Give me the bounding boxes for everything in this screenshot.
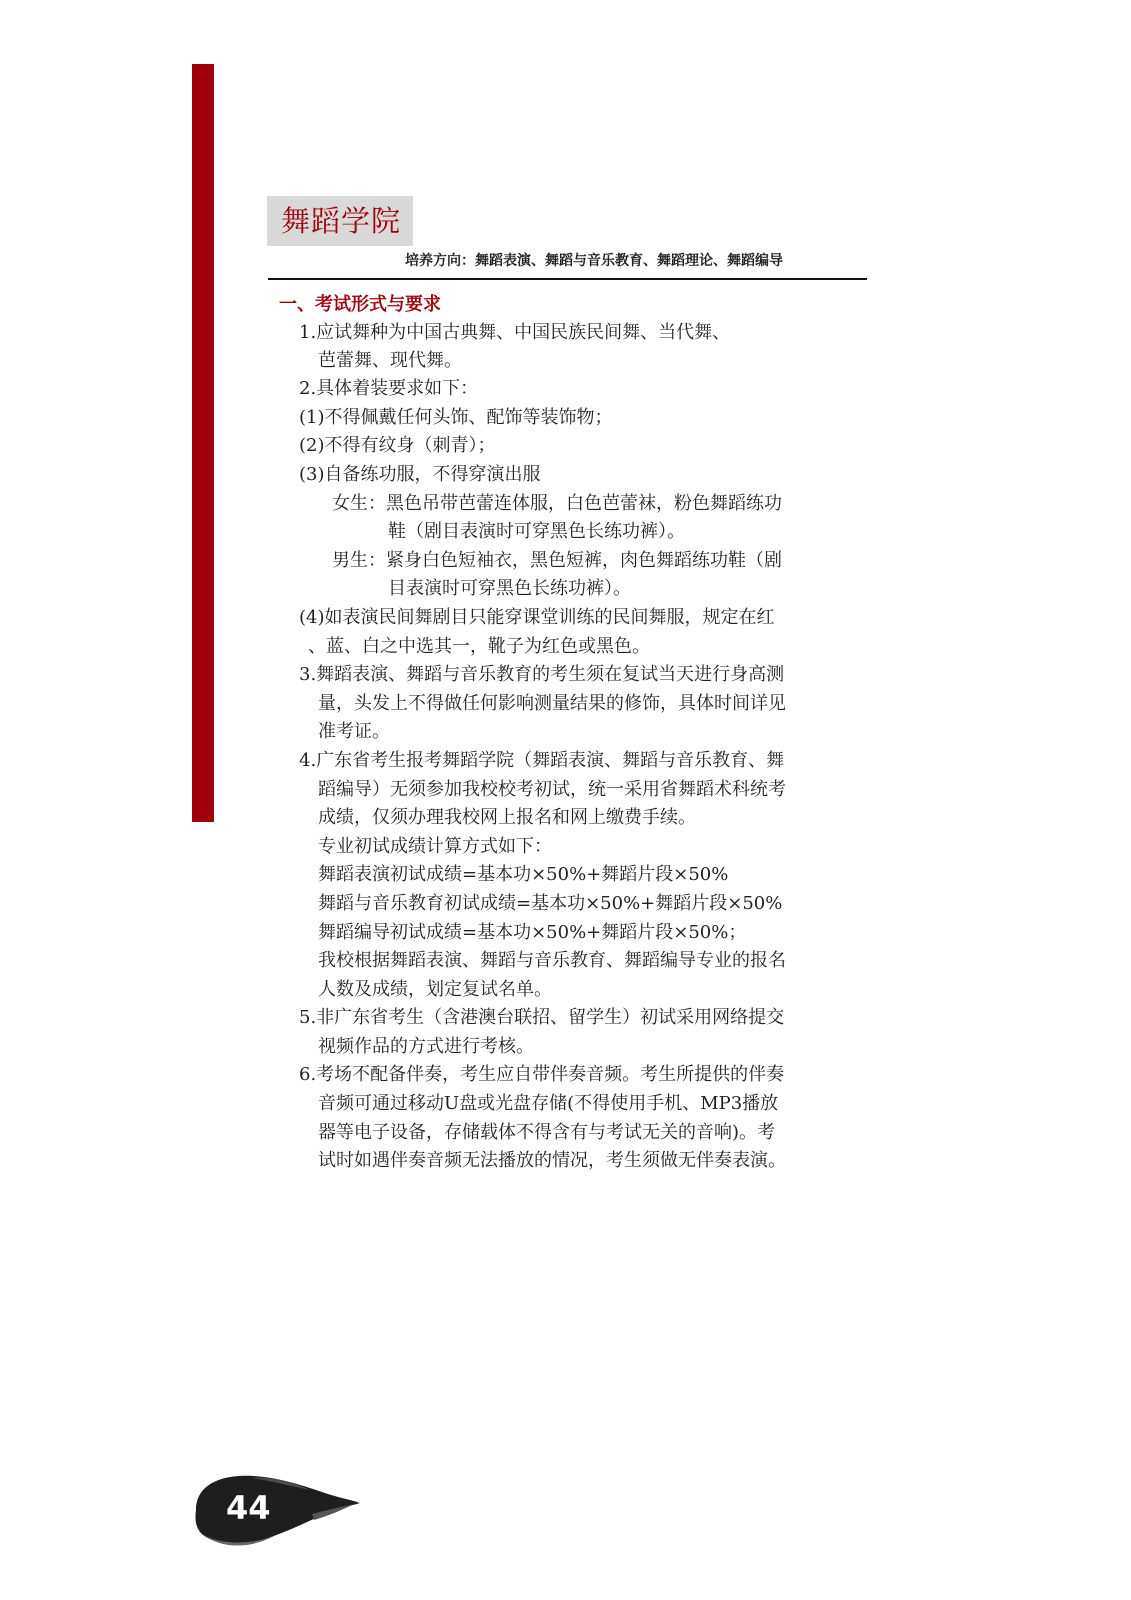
ink-brush-icon — [192, 1470, 362, 1552]
text-line: 舞蹈与音乐教育初试成绩=基本功×50%+舞蹈片段×50% — [318, 893, 783, 914]
text-line: 1.应试舞种为中国古典舞、中国民族民间舞、当代舞、 — [299, 322, 731, 343]
text-line: 4.广东省考生报考舞蹈学院（舞蹈表演、舞蹈与音乐教育、舞 — [299, 750, 785, 771]
text-line: 音频可通过移动U盘或光盘存储(不得使用手机、MP3播放 — [318, 1093, 779, 1114]
page-number: 44 — [226, 1489, 271, 1527]
text-line: 2.具体着装要求如下： — [299, 378, 479, 399]
text-line: 舞蹈编导初试成绩=基本功×50%+舞蹈片段×50%； — [318, 922, 747, 943]
text-line: 5.非广东省考生（含港澳台联招、留学生）初试采用网络提交 — [299, 1007, 785, 1028]
text-line: 人数及成绩，划定复试名单。 — [318, 979, 552, 1000]
text-line: 、蓝、白之中选其一，靴子为红色或黑色。 — [308, 636, 650, 657]
text-line: 视频作品的方式进行考核。 — [318, 1036, 534, 1057]
text-line: 量，头发上不得做任何影响测量结果的修饰，具体时间详见 — [318, 693, 786, 714]
side-accent-bar — [192, 64, 214, 822]
text-line: 我校根据舞蹈表演、舞蹈与音乐教育、舞蹈编导专业的报名 — [318, 950, 786, 971]
text-line: 成绩，仅须办理我校网上报名和网上缴费手续。 — [318, 807, 696, 828]
text-line: 准考证。 — [318, 721, 390, 742]
text-line: 男生：紧身白色短袖衣，黑色短裤，肉色舞蹈练功鞋（剧 — [332, 550, 782, 571]
text-line: (3)自备练功服，不得穿演出服 — [299, 464, 541, 485]
text-line: 试时如遇伴奏音频无法播放的情况，考生须做无伴奏表演。 — [318, 1150, 786, 1171]
text-line: (1)不得佩戴任何头饰、配饰等装饰物； — [299, 407, 613, 428]
text-line: 3.舞蹈表演、舞蹈与音乐教育的考生须在复试当天进行身高测 — [299, 664, 785, 685]
text-line: 专业初试成绩计算方式如下： — [318, 836, 552, 857]
text-line: 舞蹈表演初试成绩=基本功×50%+舞蹈片段×50% — [318, 864, 729, 885]
college-title: 舞蹈学院 — [281, 204, 402, 238]
section-heading: 一、考试形式与要求 — [279, 294, 441, 315]
training-directions: 培养方向：舞蹈表演、舞蹈与音乐教育、舞蹈理论、舞蹈编导 — [405, 253, 783, 269]
text-line: 鞋（剧目表演时可穿黑色长练功裤）。 — [388, 521, 685, 542]
text-line: 蹈编导）无须参加我校校考初试，统一采用省舞蹈术科统考 — [318, 779, 786, 800]
text-line: (2)不得有纹身（刺青）； — [299, 435, 496, 456]
text-line: 女生：黑色吊带芭蕾连体服，白色芭蕾袜，粉色舞蹈练功 — [332, 493, 782, 514]
text-line: (4)如表演民间舞剧目只能穿课堂训练的民间舞服，规定在红 — [299, 607, 775, 628]
header-divider — [268, 278, 867, 280]
text-line: 芭蕾舞、现代舞。 — [318, 350, 462, 371]
text-line: 目表演时可穿黑色长练功裤）。 — [388, 578, 631, 599]
college-title-box — [267, 196, 413, 246]
text-line: 器等电子设备，存储载体不得含有与考试无关的音响)。考 — [318, 1122, 776, 1143]
page-number-badge — [192, 1470, 362, 1552]
text-line: 6.考场不配备伴奏，考生应自带伴奏音频。考生所提供的伴奏 — [299, 1064, 785, 1085]
